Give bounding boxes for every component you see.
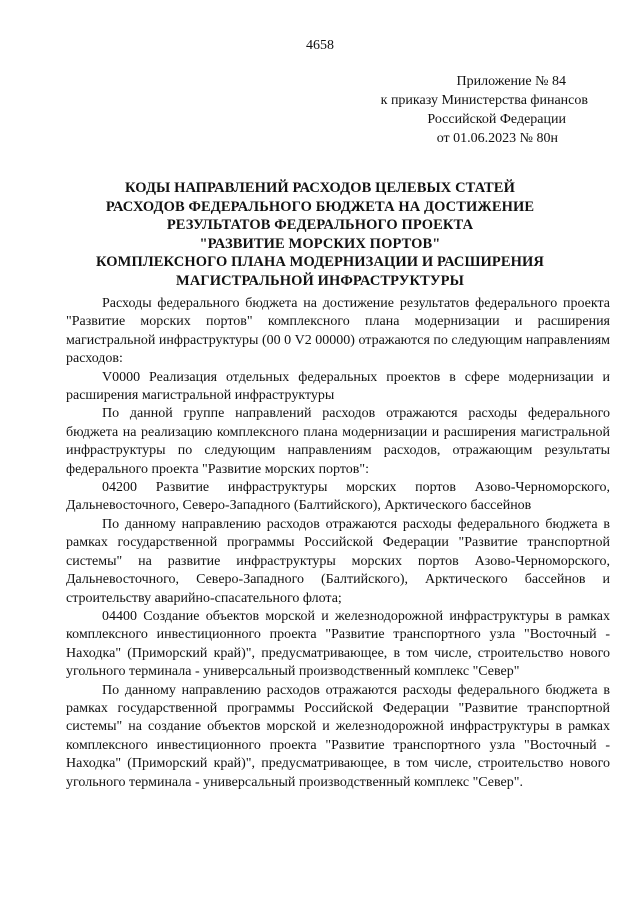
appendix-header bbox=[381, 72, 588, 148]
title-line: РАСХОДОВ ФЕДЕРАЛЬНОГО БЮДЖЕТА НА ДОСТИЖЕНИЕ bbox=[105, 198, 535, 215]
paragraph-intro: Расходы федерального бюджета на достижение результатов федерального проекта "Развитие морских портов" комплексного плана модернизации и расширения магистральной инфраструктуры (00 0 V2 00000) отражаются по следующим направлениям расходов: bbox=[66, 296, 610, 367]
title-line: КОДЫ НАПРАВЛЕНИЙ РАСХОДОВ ЦЕЛЕВЫХ СТАТЕЙ bbox=[125, 180, 515, 196]
title-line: РЕЗУЛЬТАТОВ ФЕДЕРАЛЬНОГО ПРОЕКТА bbox=[166, 217, 474, 234]
document-body bbox=[66, 295, 610, 792]
appendix-number: Приложение № 84 bbox=[456, 74, 566, 89]
paragraph-04400-description: По данному направлению расходов отражаются расходы федерального бюджета в рамках государственной программы Российской Федерации "Развитие транспортной системы" на создание объектов морской и железнодорожной инфраструктуры в рамках комплексного инвестиционного проекта "Развитие транспортного узла "Восточный - Находка" (Приморский край)", предусматривающее, в том числе, строительство нового угольного терминала - универсальный производственный комплекс "Север". bbox=[66, 682, 610, 790]
title-line: КОМПЛЕКСНОГО ПЛАНА МОДЕРНИЗАЦИИ И РАСШИРЕНИЯ bbox=[96, 254, 544, 271]
paragraph-04200-description: По данному направлению расходов отражаются расходы федерального бюджета в рамках государственной программы Российской Федерации "Развитие транспортной системы" на развитие инфраструктуры морских портов Азово-Черноморского, Дальневосточного, Северо-Западного (Балтийского), Арктического бассейнов и строительству аварийно-спасательного флота; bbox=[66, 516, 610, 606]
document-title bbox=[0, 179, 640, 291]
appendix-country: Российской Федерации bbox=[427, 112, 566, 127]
title-line: МАГИСТРАЛЬНОЙ ИНФРАСТРУКТУРЫ bbox=[176, 272, 464, 289]
appendix-date: от 01.06.2023 № 80н bbox=[436, 131, 558, 146]
paragraph-code-04200: 04200 Развитие инфраструктуры морских портов Азово-Черноморского, Дальневосточного, Северо-Западного (Балтийского), Арктического бассейнов bbox=[66, 480, 610, 514]
appendix-order-ref: к приказу Министерства финансов bbox=[380, 93, 588, 108]
paragraph-code-v0000: V0000 Реализация отдельных федеральных проектов в сфере модернизации и расширения магистральной инфраструктуры bbox=[66, 369, 610, 404]
title-line: "РАЗВИТИЕ МОРСКИХ ПОРТОВ" bbox=[199, 235, 441, 252]
paragraph-code-04400: 04400 Создание объектов морской и железнодорожной инфраструктуры в рамках комплексного инвестиционного проекта "Развитие транспортного узла "Восточный - Находка" (Приморский край)", предусматривающее, в том числе, строительство нового угольного терминала - универсальный производственный комплекс "Север" bbox=[66, 608, 610, 680]
page-number: 4658 bbox=[306, 38, 334, 53]
paragraph-v0000-description: По данной группе направлений расходов отражаются расходы федерального бюджета на реализацию комплексного плана модернизации и расширения магистральной инфраструктуры по следующим направлениям расходов, отражающим результаты федерального проекта "Развитие морских портов": bbox=[66, 406, 610, 477]
